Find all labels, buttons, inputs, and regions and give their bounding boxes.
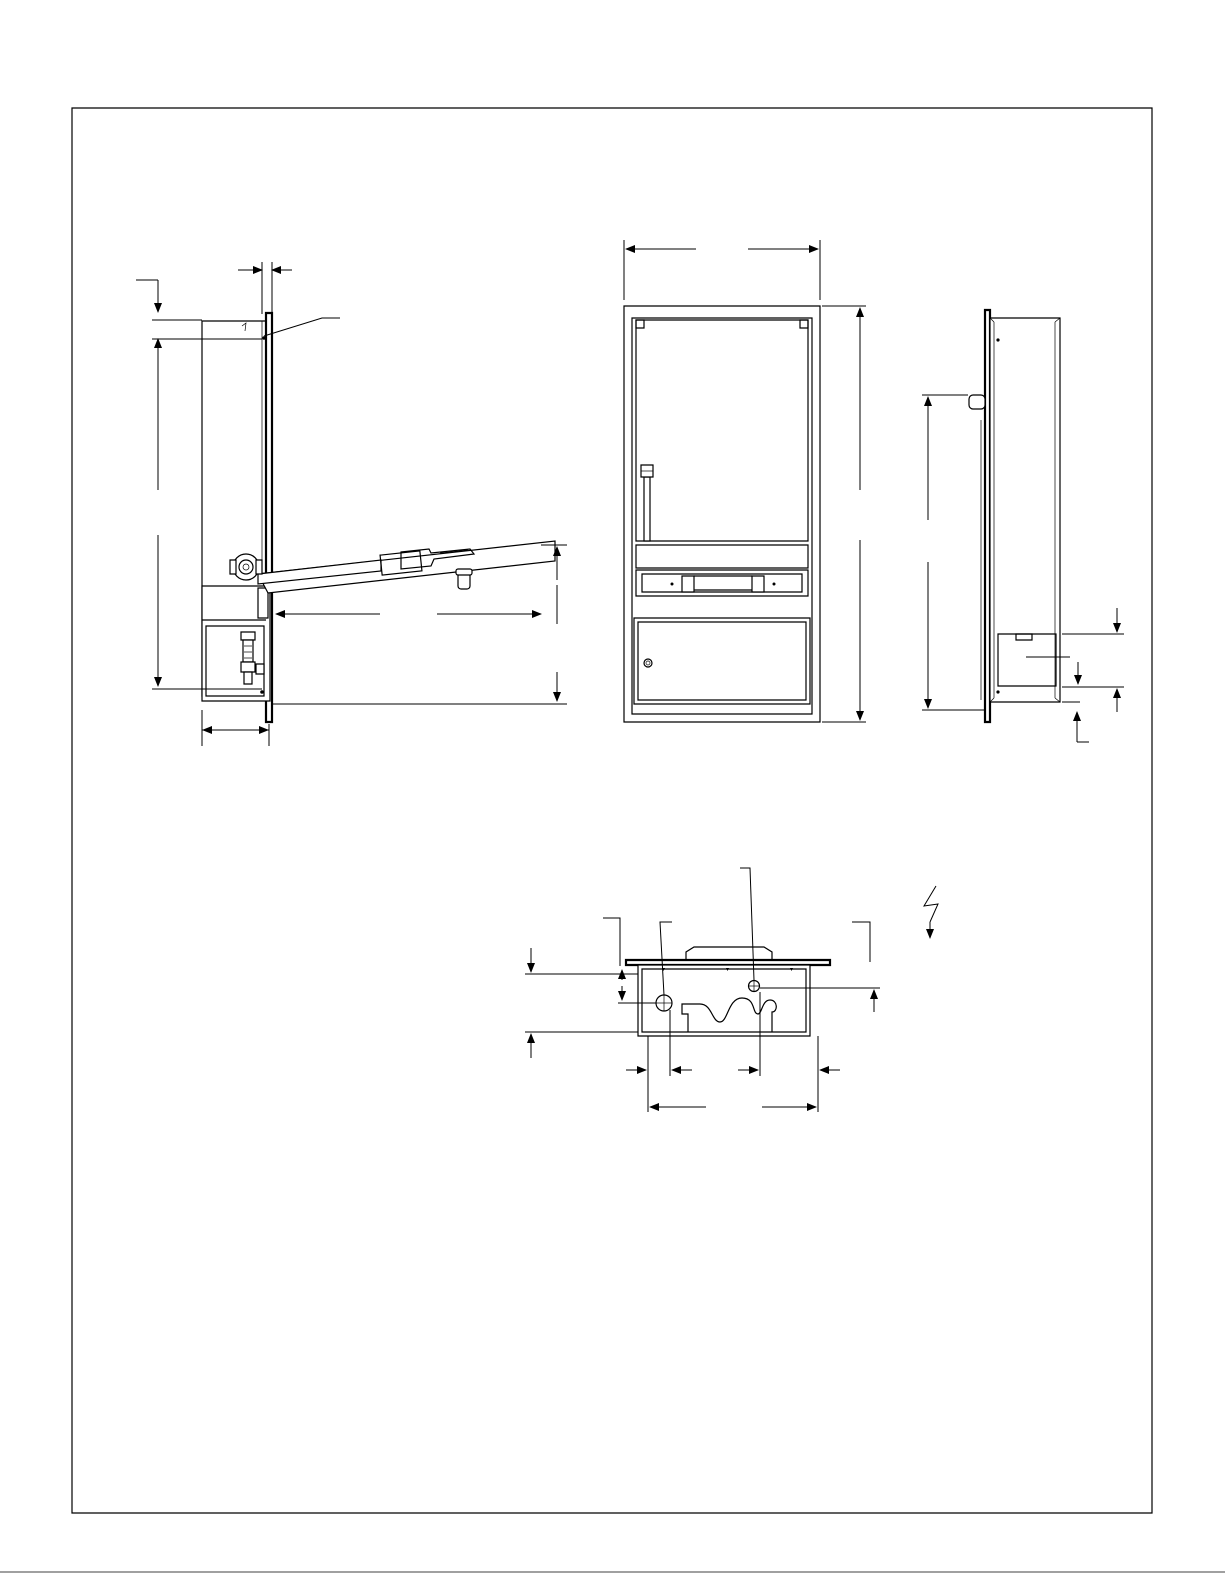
right-flange [985,310,990,722]
side-view-right [922,310,1124,742]
fold-down-arm [230,541,555,593]
gas-strut [644,477,650,541]
side-view-left [136,262,567,746]
bottom-flange [626,960,830,965]
front-view [624,240,866,722]
dimensions-side-left [136,262,567,746]
front-handle [671,576,776,592]
break-symbol [924,886,938,938]
bottom-handle [686,947,772,960]
panel-lock [644,659,652,667]
front-frame-outer [624,306,820,722]
bottom-view [525,868,880,1112]
right-cabinet-body [990,318,1060,702]
side-pin [969,395,985,409]
